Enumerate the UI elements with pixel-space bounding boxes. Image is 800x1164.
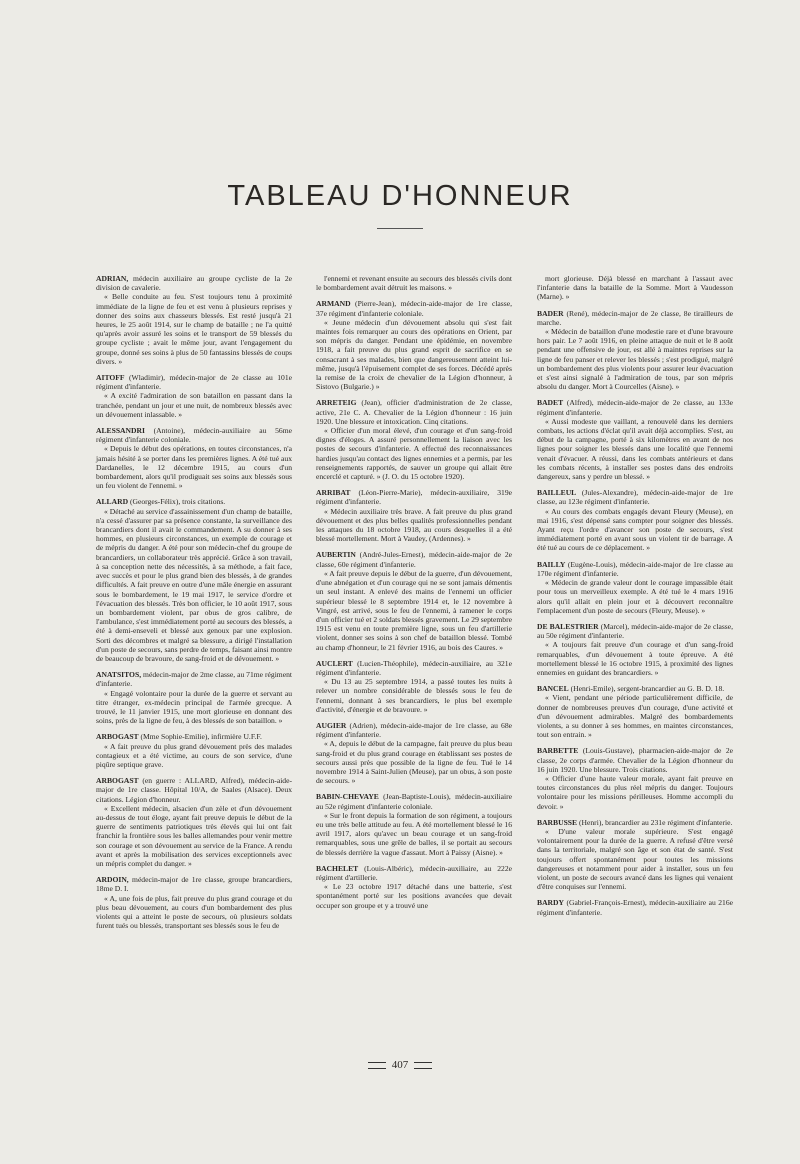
honor-entry	[96, 732, 292, 769]
entry-citation: « Excellent médecin, alsacien d'un zèle et d'un dévouement au-dessus de tout éloge, ayant fait preuve depuis le début de la guerre de sentiments patriotiques très élevés qui lui ont fait franchir la frontière sous les balles allemandes pour venir mettre son courage et son dévouement au service de la France. A rendu avant et après la mobilisation des services exceptionnels avec un mépris complet du danger. »	[96, 803, 292, 868]
entry-title: (André-Jules-Ernest), médecin-aide-major de 2e classe, 60e régiment d'infanterie.	[316, 550, 512, 569]
honor-entry	[316, 659, 512, 714]
honor-entry	[316, 864, 512, 910]
honor-entry	[96, 776, 292, 868]
entry-heading	[96, 426, 292, 444]
entry-title: (en guerre : ALLARD, Alfred), médecin-aide-major de 1re classe. Hôpital 10/A, de Saales (Alsace). Deux citations. Légion d'honneur.	[96, 776, 292, 804]
honor-entry	[316, 488, 512, 543]
honor-entry	[96, 373, 292, 419]
honor-entry	[537, 274, 733, 302]
entry-citation: « A fait preuve du plus grand dévouement près des malades contagieux et a été victime, au cours de son service, d'une piqûre septique grave.	[96, 741, 292, 769]
left-rule-ornament	[368, 1062, 386, 1069]
entry-title: (René), médecin-major de 2e classe, 8e tirailleurs de marche.	[537, 308, 733, 327]
entry-name: AUGIER	[316, 720, 347, 730]
entry-heading	[537, 560, 733, 578]
entry-title: (Louis-Albéric), médecin-auxiliaire, au 222e régiment d'artillerie.	[316, 863, 512, 882]
entry-citation: mort glorieuse. Déjà blessé en marchant à l'assaut avec l'infanterie dans la bataille de la Somme. Mort à Vaudesson (Marne). »	[537, 274, 733, 302]
honor-entry	[96, 670, 292, 725]
entry-heading	[537, 684, 733, 693]
honor-entry	[537, 398, 733, 481]
honor-entry	[537, 560, 733, 615]
entry-title: (Eugène-Louis), médecin-aide-major de 1re classe au 170e régiment d'infanterie.	[537, 559, 733, 578]
entry-heading	[316, 721, 512, 739]
right-rule-ornament	[414, 1062, 432, 1069]
entry-name: BARBETTE	[537, 746, 579, 756]
honor-entry	[316, 721, 512, 785]
entry-citation: « A, depuis le début de la campagne, fait preuve du plus beau sang-froid et du plus grand courage en établissant ses postes de secours aussi près que possible de la ligne de feu. Tué le 14 novembre 1914 à Saint-Julien (Meuse), par un obus, à son poste de secours. »	[316, 739, 512, 786]
entry-name: ARDOIN,	[96, 875, 129, 885]
entry-title: (Louis-Gustave), pharmacien-aide-major de 2e classe, 2e corps d'armée. Chevalier de la Légion d'honneur du 16 juin 1920. Une blessure. Trois citations.	[537, 746, 733, 774]
entry-title: (Adrien), médecin-aide-major de 1re classe, au 68e régiment d'infanterie.	[316, 720, 512, 740]
honor-entry	[316, 550, 512, 651]
entry-heading	[316, 398, 512, 426]
page-number: 407	[391, 1059, 409, 1071]
honor-entry	[96, 497, 292, 663]
entry-name: ARBOGAST	[96, 776, 139, 786]
entry-title: (Marcel), médecin-aide-major de 2e classe, au 50e régiment d'infanterie.	[537, 621, 733, 641]
entry-citation: « Le 23 octobre 1917 détaché dans une batterie, s'est spontanément porté sur les positions avancées que devait occuper son groupe et y a trouvé une	[316, 882, 512, 910]
entry-citation: « Du 13 au 25 septembre 1914, a passé toutes les nuits à relever un nombre considérable de blessés sous le feu de l'ennemi, donnant à ses brancardiers, le plus bel exemple d'activité, d'énergie et de bravoure. »	[316, 677, 512, 714]
entry-citation: « Jeune médecin d'un dévouement absolu qui s'est fait maintes fois remarquer au cours des opérations en Orient, par son mépris du danger. Pendant une épidémie, en novembre 1918, a fait preuve du plus grand esprit de sacrifice en se consacrant à ses malades, bien que dangereusement atteint lui-même, jusqu'à l'épuisement complet de ses forces. Décédé après la remise de la croix de chevalier de la Légion d'honneur, à Sistovo (Bulgarie.) »	[316, 317, 512, 392]
entry-citation: « Au cours des combats engagés devant Fleury (Meuse), en mai 1916, s'est dépensé sans compter pour soigner des blessés. Ayant reçu l'ordre d'avancer son poste de secours, s'est immédiatement porté en avant sous un violent tir de barrage. A été tué au cours de ce déplacement. »	[537, 506, 733, 553]
honor-entry	[96, 875, 292, 930]
entry-name: BABIN-CHEVAYE	[316, 792, 379, 802]
entry-citation: « Vient, pendant une période particulièrement difficile, de donner de nombreuses preuves d'un courage, d'une activité et d'un dévouement admirables. Malgré des bombardements violents, a su donner à ses hommes, en maintes circonstances, tout son entrain. »	[537, 693, 733, 740]
entry-title: (Mme Sophie-Emilie), infirmière U.F.F.	[140, 732, 262, 742]
entry-title: (Jean-Baptiste-Louis), médecin-auxiliaire au 52e régiment d'infanterie coloniale.	[316, 792, 512, 811]
entry-name: ANATSITOS,	[96, 670, 142, 680]
entry-heading	[96, 670, 292, 688]
entry-title: (Wladimir), médecin-major de 2e classe au 101e régiment d'infanterie.	[96, 373, 292, 392]
entry-heading	[316, 299, 512, 317]
honor-entry	[316, 274, 512, 292]
entry-heading	[96, 497, 292, 506]
entry-heading	[96, 732, 292, 741]
entry-heading	[96, 373, 292, 391]
entry-heading	[537, 746, 733, 774]
entry-name: BAILLEUL	[537, 488, 577, 498]
honor-entry	[316, 398, 512, 481]
entry-citation: « Médecin de grande valeur dont le courage impassible était pour tous un merveilleux exemple. A été tué le 4 mars 1916 alors qu'il allait en plein jour et à découvert reconnaître l'emplacement d'un poste de secours (Fleury, Meuse). »	[537, 578, 733, 615]
entry-citation: « Officier d'un moral élevé, d'un courage et d'un sang-froid dignes d'éloges. A assuré personnellement la liaison avec les postes de secours d'infanterie. A effectué des reconnaissances hardies jusqu'au contact des lignes ennemies et a permis, par les renseignements rapportés, de sauver un groupe qui allait être encerclé et capturé. » (J. O. du 15 octobre 1920).	[316, 426, 512, 482]
entry-name: BAILLY	[537, 559, 566, 569]
entry-title: (Pierre-Jean), médecin-aide-major de 1re classe, 37e régiment d'infanterie coloniale.	[316, 299, 512, 318]
entry-heading	[537, 818, 733, 827]
entry-citation: « Aussi modeste que vaillant, a renouvelé dans les derniers combats, les actions d'éclat qu'il avait déjà accomplies. S'est, au début de la campagne, porté à six kilomètres en avant de nos lignes pour soigner les blessés dans une localité que l'ennemi venait d'évacuer. A réussi, dans les combats antérieurs et dans les combats récents, à installer ses postes dans des endroits dangereux, sans y perdre un blessé. »	[537, 416, 733, 482]
entry-title: (Jules-Alexandre), médecin-aide-major de 1re classe, au 123e régiment d'infanterie.	[537, 488, 733, 507]
page-number-footer	[0, 1059, 800, 1071]
entry-heading	[537, 488, 733, 506]
entry-citation: « Médecin auxiliaire très brave. A fait preuve du plus grand dévouement et des plus belles qualités professionnelles pendant les attaques du 18 octobre 1918, au cours desquelles il a été blessé mortellement. Mort à Vaudey, (Ardennes). »	[316, 506, 512, 544]
entry-name: AUBERTIN	[316, 550, 356, 560]
entry-citation: « A toujours fait preuve d'un courage et d'un sang-froid remarquables, d'un dévouement à toute épreuve. A été mortellement blessé le 16 octobre 1915, à proximité des lignes ennemies en guidant des brancardiers. »	[537, 640, 733, 677]
entry-name: ALLARD	[96, 497, 129, 507]
entry-heading	[537, 309, 733, 327]
column-3	[537, 274, 733, 924]
honor-entry	[537, 818, 733, 892]
entry-heading	[537, 898, 733, 916]
entry-name: AITOFF	[96, 373, 125, 383]
entry-heading	[316, 550, 512, 568]
entry-title: médecin-major de 1re classe, groupe brancardiers, 18me D. I.	[96, 875, 292, 894]
entry-name: DE BALESTRIER	[537, 621, 599, 631]
entry-name: ARMAND	[316, 299, 351, 309]
entry-heading	[96, 274, 292, 292]
title-rule	[377, 228, 423, 229]
entry-name: ARRIBAT	[316, 488, 351, 498]
page-title: TABLEAU D'HONNEUR	[227, 180, 573, 212]
entry-name: AUCLERT	[316, 658, 353, 668]
entry-heading	[96, 776, 292, 804]
entry-name: ADRIAN,	[96, 274, 129, 283]
honor-entry	[316, 792, 512, 856]
entry-title: (Georges-Félix), trois citations.	[129, 497, 226, 507]
entry-heading	[537, 398, 733, 416]
entry-citation: « Détaché au service d'assainissement d'un champ de bataille, n'a cessé d'assurer par sa présence constante, la surveillance des brancardiers dont il avait le commandement. A su donner à ses hommes, en plusieurs circonstances, un exemple de courage et de mépris du danger. A été pour son médecin-chef du groupe de brancardiers, un collaborateur très apprécié. Grâce à son travail, à sa conception nette des nécessités, à sa méthode, a fait face, avec succès et pour le plus grand bien des blessés, à de grandes difficultés. A fait preuve en outre d'une mâle énergie en assurant sous le bombardement, le 19 mai 1917, le service d'ordre et l'évacuation des blessés. Très bon officier, le 10 août 1917, sous un bombardement violent, par obus de gros calibre, de l'ambulance, s'est immédiatement porté au secours des blessés, a été à demi-enseveli et blessé aux genoux par une explosion. Sorti des décombres et malgré sa blessure, a dirigé l'installation d'un poste de secours, sans perdre de temps, faisant ainsi montre de beaucoup de bravoure, de sang-froid et de dévouement. »	[96, 506, 292, 663]
entry-heading	[537, 622, 733, 640]
entry-title: (Jean), officier d'administration de 2e classe, active, 21e C. A. Chevalier de la Légion d'honneur : 16 juin 1920. Une blessure et intoxication. Cinq citations.	[316, 398, 512, 426]
entry-citation: « Sur le front depuis la formation de son régiment, a toujours eu une très belle attitude au feu. A été mortellement blessé le 16 avril 1917, alors qu'avec un beau courage et un sang-froid remarquables, sous une grêle de balles, il se portait au secours de blessés derrière la vague d'assaut. Mort à Paissy (Aisne). »	[316, 810, 512, 857]
entry-title: (Henri-Emile), sergent-brancardier au G. B. D. 18.	[570, 684, 725, 694]
honor-entry	[537, 488, 733, 552]
entry-citation: « A excité l'admiration de son bataillon en passant dans la tranchée, pendant un jour et une nuit, de nombreux blessés avec un dévouement inlassable. »	[96, 391, 292, 419]
entry-citation: « Officier d'une haute valeur morale, ayant fait preuve en toutes circonstances du plus réel mépris du danger. Toujours volontaire pour les missions périlleuses. Homme accompli du devoir. »	[537, 773, 733, 811]
entry-name: BANCEL	[537, 684, 569, 694]
honor-entry	[537, 309, 733, 392]
honor-entry	[537, 622, 733, 677]
entry-title: (Alfred), médecin-aide-major de 2e classe, au 133e régiment d'infanterie.	[537, 398, 733, 417]
entry-citation: « D'une valeur morale supérieure. S'est engagé volontairement pour la durée de la guerre. A refusé d'être versé dans la territoriale, malgré son âge et son état de santé. S'est toujours offert spontanément pour toutes les missions dangereuses et notamment pour aider à installer, sous un feu violent, un poste de secours avancé dans les lignes qui venaient d'être conquises sur l'ennemi.	[537, 826, 733, 892]
honor-entry	[537, 684, 733, 739]
entry-heading	[316, 488, 512, 506]
honor-entry	[537, 746, 733, 810]
entry-heading	[316, 864, 512, 882]
entry-name: BADET	[537, 398, 564, 408]
honor-entry	[316, 299, 512, 391]
entry-citation: « Belle conduite au feu. S'est toujours tenu à proximité immédiate de la ligne de feu et est venu à plusieurs reprises y donner des soins aux chasseurs blessés. Est resté jusqu'à 21 heures, le 25 août 1914, sur le champ de bataille ; ne l'a quitté qu'après avoir assuré les soins et le transport de 59 blessés du groupe cycliste ; avait le même jour, avant l'engagement du groupe, donné ses soins à plus de 50 fantassins blessés de coups divers. »	[96, 292, 292, 366]
entry-name: ARBOGAST	[96, 732, 139, 742]
entry-name: BADER	[537, 308, 564, 318]
entry-heading	[316, 792, 512, 810]
entry-citation: « Médecin de bataillon d'une modestie rare et d'une bravoure hors pair. Le 7 août 1916, en pleine attaque de nuit et le 8 août pendant une offensive de jour, est allé à maintes reprises sur la ligne de feu panser et relever les blessés ; s'est prodigué, malgré un bombardement des plus violents pour assurer leur évacuation et s'est ainsi signalé à l'admiration de tous, par son mépris absolu du danger. Mort à Courcelles (Aisne). »	[537, 327, 733, 392]
entry-citation: « Engagé volontaire pour la durée de la guerre et servant au titre étranger, ex-médecin principal de l'armée grecque. A trouvé, le 11 janvier 1915, une mort glorieuse en donnant des soins, près de la ligne de feu, à des blessés de son bataillon. »	[96, 688, 292, 726]
entry-name: BACHELET	[316, 863, 359, 873]
honor-entry	[96, 274, 292, 366]
column-2	[316, 274, 512, 917]
entry-title: médecin auxiliaire au groupe cycliste de la 2e division de cavalerie.	[96, 274, 292, 293]
entry-title: (Léon-Pierre-Marie), médecin-auxiliaire, 319e régiment d'infanterie.	[316, 488, 512, 507]
entry-title: médecin-major de 2me classe, au 71me régiment d'infanterie.	[96, 670, 292, 689]
entry-citation: « Depuis le début des opérations, en toutes circonstances, n'a jamais hésité à se porter dans les premières lignes. A été tué aux Dardanelles, le 12 décembre 1915, au cours d'un bombardement, alors qu'il prodiguait ses soins aux blessés sous un feu violent de l'ennemi. »	[96, 444, 292, 491]
entry-title: (Antoine), médecin-auxiliaire au 56me régiment d'infanterie coloniale.	[96, 426, 292, 445]
entry-name: ARRETEIG	[316, 398, 357, 408]
entry-title: (Gabriel-François-Ernest), médecin-auxiliaire au 216e régiment d'infanterie.	[537, 898, 733, 917]
entry-heading	[316, 659, 512, 677]
entry-citation: l'ennemi et revenant ensuite au secours des blessés civils dont le bombardement avait détruit les maisons. »	[316, 274, 512, 293]
entry-citation: « A fait preuve depuis le début de la guerre, d'un dévouement, d'une abnégation et d'un courage qui ne se sont jamais démentis un seul instant. A enlevé des mains de l'ennemi un officier supérieur blessé le 8 septembre 1914 et, le 12 novembre à Vingré, est arrivé, sous le feu de l'ennemi, à ramener le corps d'un officier tué et 2 soldats blessés gravement. Le 29 septembre 1915 est venu en toute première ligne, sous un feu d'artillerie violent, donner ses soins à son chef de bataillon blessé. Tombé au champ d'honneur, le 21 février 1916, au bois des Caures. »	[316, 568, 512, 652]
entry-heading	[96, 875, 292, 893]
entry-citation: « A, une fois de plus, fait preuve du plus grand courage et du plus beau dévouement, au cours d'un bombardement des plus violents qui a atteint le poste de secours, où plusieurs soldats furent tués ou blessés, transportant ses blessés sous le feu de	[96, 893, 292, 931]
entry-name: ALESSANDRI	[96, 426, 145, 436]
honor-entry	[96, 426, 292, 490]
honor-entry	[537, 898, 733, 916]
entry-title: (Henri), brancardier au 231e régiment d'infanterie.	[579, 817, 733, 827]
entry-name: BARDY	[537, 898, 565, 908]
entry-name: BARBUSSE	[537, 817, 578, 827]
column-1	[96, 274, 292, 937]
entry-title: (Lucien-Théophile), médecin-auxiliaire, au 321e régiment d'infanterie.	[316, 658, 512, 677]
